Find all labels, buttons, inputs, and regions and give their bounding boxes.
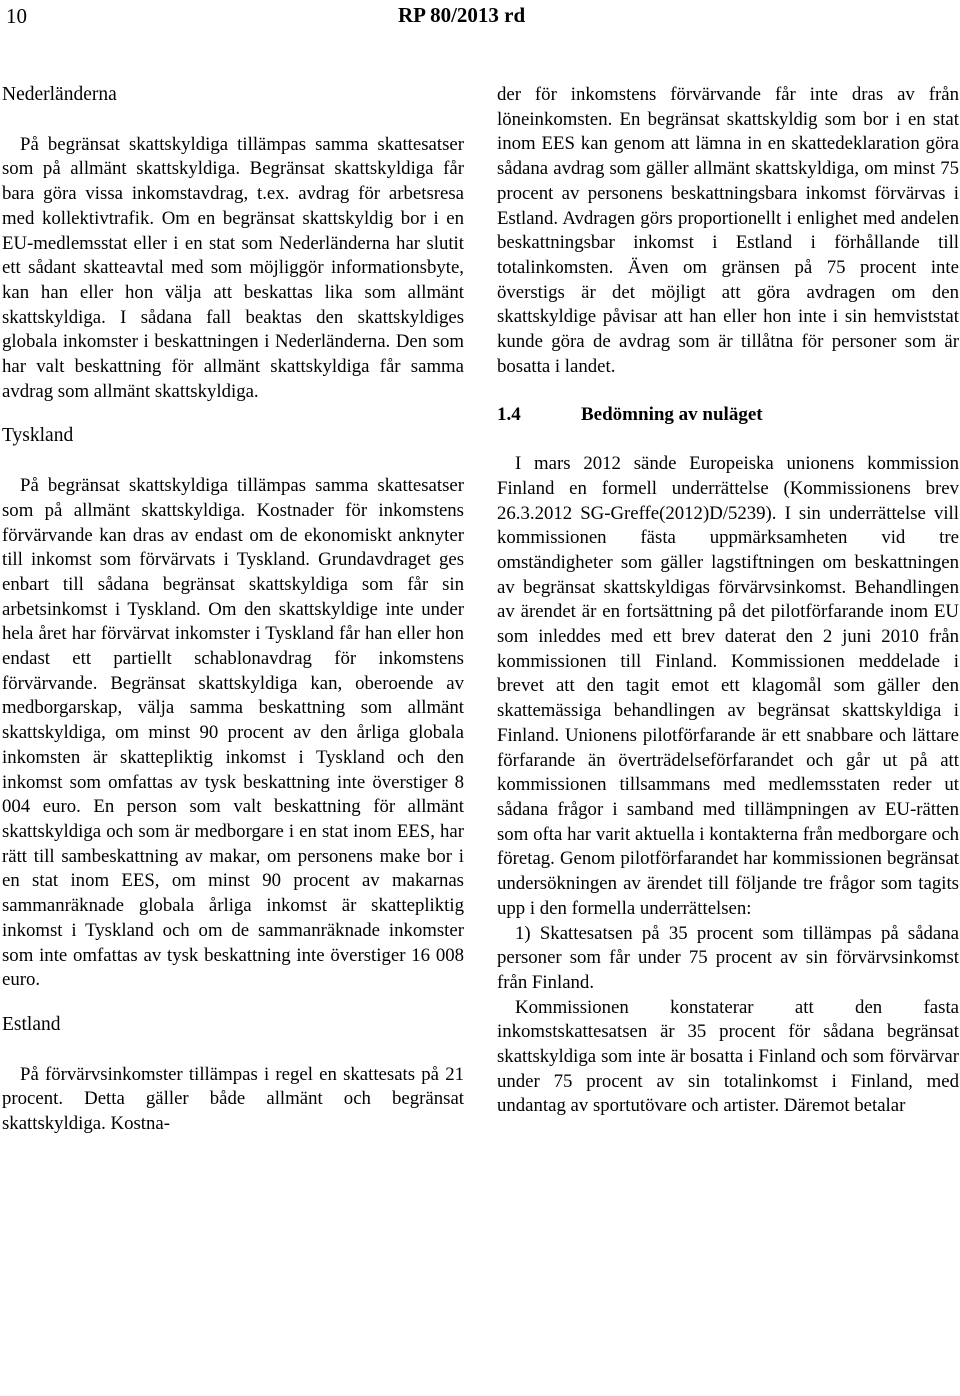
paragraph-conclusion: Kommissionen konstaterar att den fasta inkomstskattesatsen är 35 procent för sådana begränsat skattskyldiga som inte är bosatta i Finland och som förvärvar under 75 procent av sin totalinkomst i Finland, med undantag av sportutövare och artister. Däremot betalar <box>497 996 959 1117</box>
heading-netherlands: Nederländerna <box>2 84 117 105</box>
document-reference: RP 80/2013 rd <box>398 3 526 27</box>
paragraph-estonia: På förvärvsinkomster tillämpas i regel en skattesats på 21 procent. Detta gäller både allmänt och begränsat skattskyldiga. Kostna- <box>2 1063 464 1135</box>
right-column <box>497 83 959 1119</box>
paragraph-assessment: I mars 2012 sände Europeiska unionens kommission Finland en formell underrättelse (Kommissionens brev 26.3.2012 SG-Greffe(2012)D/5239). I sin underrättelse vill kommissionen fästa uppmärksamheten vid tre omständigheter som gäller lagstiftningen om beskattningen av begränsat skattskyldigas förvärvsinkomst. Behandlingen av ärendet är en fortsättning på det pilotförfarande inom EU som inleddes med ett brev daterat den 2 juni 2010 från kommissionen till Finland. Kommissionen meddelade i brevet att den tagit emot ett klagomål som gäller den skattemässiga behandlingen av begränsat skattskyldiga i Finland. Unionens pilotförfarande är ett snabbare och lättare förfarande än överträdelseförfarandet och går ut på att kommissionen tillsammans med medlemsstaten reder ut sådana frågor i samband med tillämpningen av EU-rätten som ofta har varit aktuella i kontakterna från medborgare och företag. Genom pilotförfarandet har kommissionen begränsat undersökningen av ärendet till följande tre frågor som tagits upp i den formella underrättelsen: <box>497 453 959 919</box>
list-item-1: 1) Skattesatsen på 35 procent som tillämpas på sådana personer som får under 75 procent av sin förvärvsinkomst från Finland. <box>497 922 959 993</box>
heading-germany: Tyskland <box>2 425 74 447</box>
section-title: Bedömning av nuläget <box>581 404 763 426</box>
section-heading <box>497 403 959 428</box>
section-number: 1.4 <box>497 404 521 426</box>
left-column <box>2 83 464 1137</box>
heading-estonia: Estland <box>2 1013 61 1035</box>
page-number: 10 <box>6 4 27 28</box>
paragraph-germany: På begränsat skattskyldiga tillämpas samma skattesatser som på allmänt skattskyldiga. Kostnader för inkomstens förvärvande kan dras av endast om de ekonomiskt anknyter till inkomst som förvärvats i Tyskland. Grundavdraget ges enbart till sådana begränsat skattskyldiga som får sin arbetsinkomst i Tyskland. Om den skattskyldige inte under hela året har förvärvat inkomster i Tyskland får han eller hon endast ett partiellt schablonavdrag för inkomstens förvärvande. Begränsat skattskyldiga kan, oberoende av medborgarskap, välja samma beskattning som allmänt skattskyldiga, om minst 90 procent av den årliga globala inkomsten är skattepliktig inkomst i Tyskland och den inkomst som omfattas av tysk beskattning inte överstiger 8 004 euro. En person som valt beskattning för allmänt skattskyldiga och som är medborgare i en stat inom EES, har rätt till sambeskattning av makar, om personens make bor i en stat inom EES, om minst 90 procent av makarnas sammanräknade globala årliga inkomst är skattepliktig inkomst i Tyskland och om de sammanräknade inkomster som inte omfattas av tysk beskattning inte överstiger 16 008 euro. <box>2 475 464 991</box>
paragraph-estonia-continued: der för inkomstens förvärvande får inte dras av från löneinkomsten. En begränsat skattskyldig som bor i en stat inom EES kan genom att lämna in en skattedeklaration göra sådana avdrag som gäller allmänt skattskyldiga, om minst 75 procent av personens beskattningsbara inkomst förvärvas i Estland. Avdragen görs proportionellt i enlighet med andelen beskattningsbar inkomst i Estland i förhållande till totalinkomsten. Även om gränsen på 75 procent inte överstigs är det möjligt att göra avdragen om den skattskyldige påvisar att han eller hon inte i sin hemviststat kunde göra de avdrag som är tillåtna för personer som är bosatta i landet. <box>497 84 959 377</box>
page-header <box>0 0 960 34</box>
paragraph-netherlands: På begränsat skattskyldiga tillämpas samma skattesatser som på allmänt skattskyldiga. Begränsat skattskyldiga får bara göra vissa inkomstavdrag, t.ex. avdrag för arbetsresa med kollektivtrafik. Om en begränsat skattskyldig bor i en EU-medlemsstat eller i en stat som Nederländerna har slutit ett sådant skatteavtal med som möjliggör informationsbyte, kan han eller hon välja att beskattas lika som allmänt skattskyldiga. I sådana fall beaktas den skattskyldiges globala inkomster i beskattningen i Nederländerna. Den som har valt beskattning för allmänt skattskyldiga får samma avdrag som allmänt skattskyldiga. <box>2 133 464 402</box>
